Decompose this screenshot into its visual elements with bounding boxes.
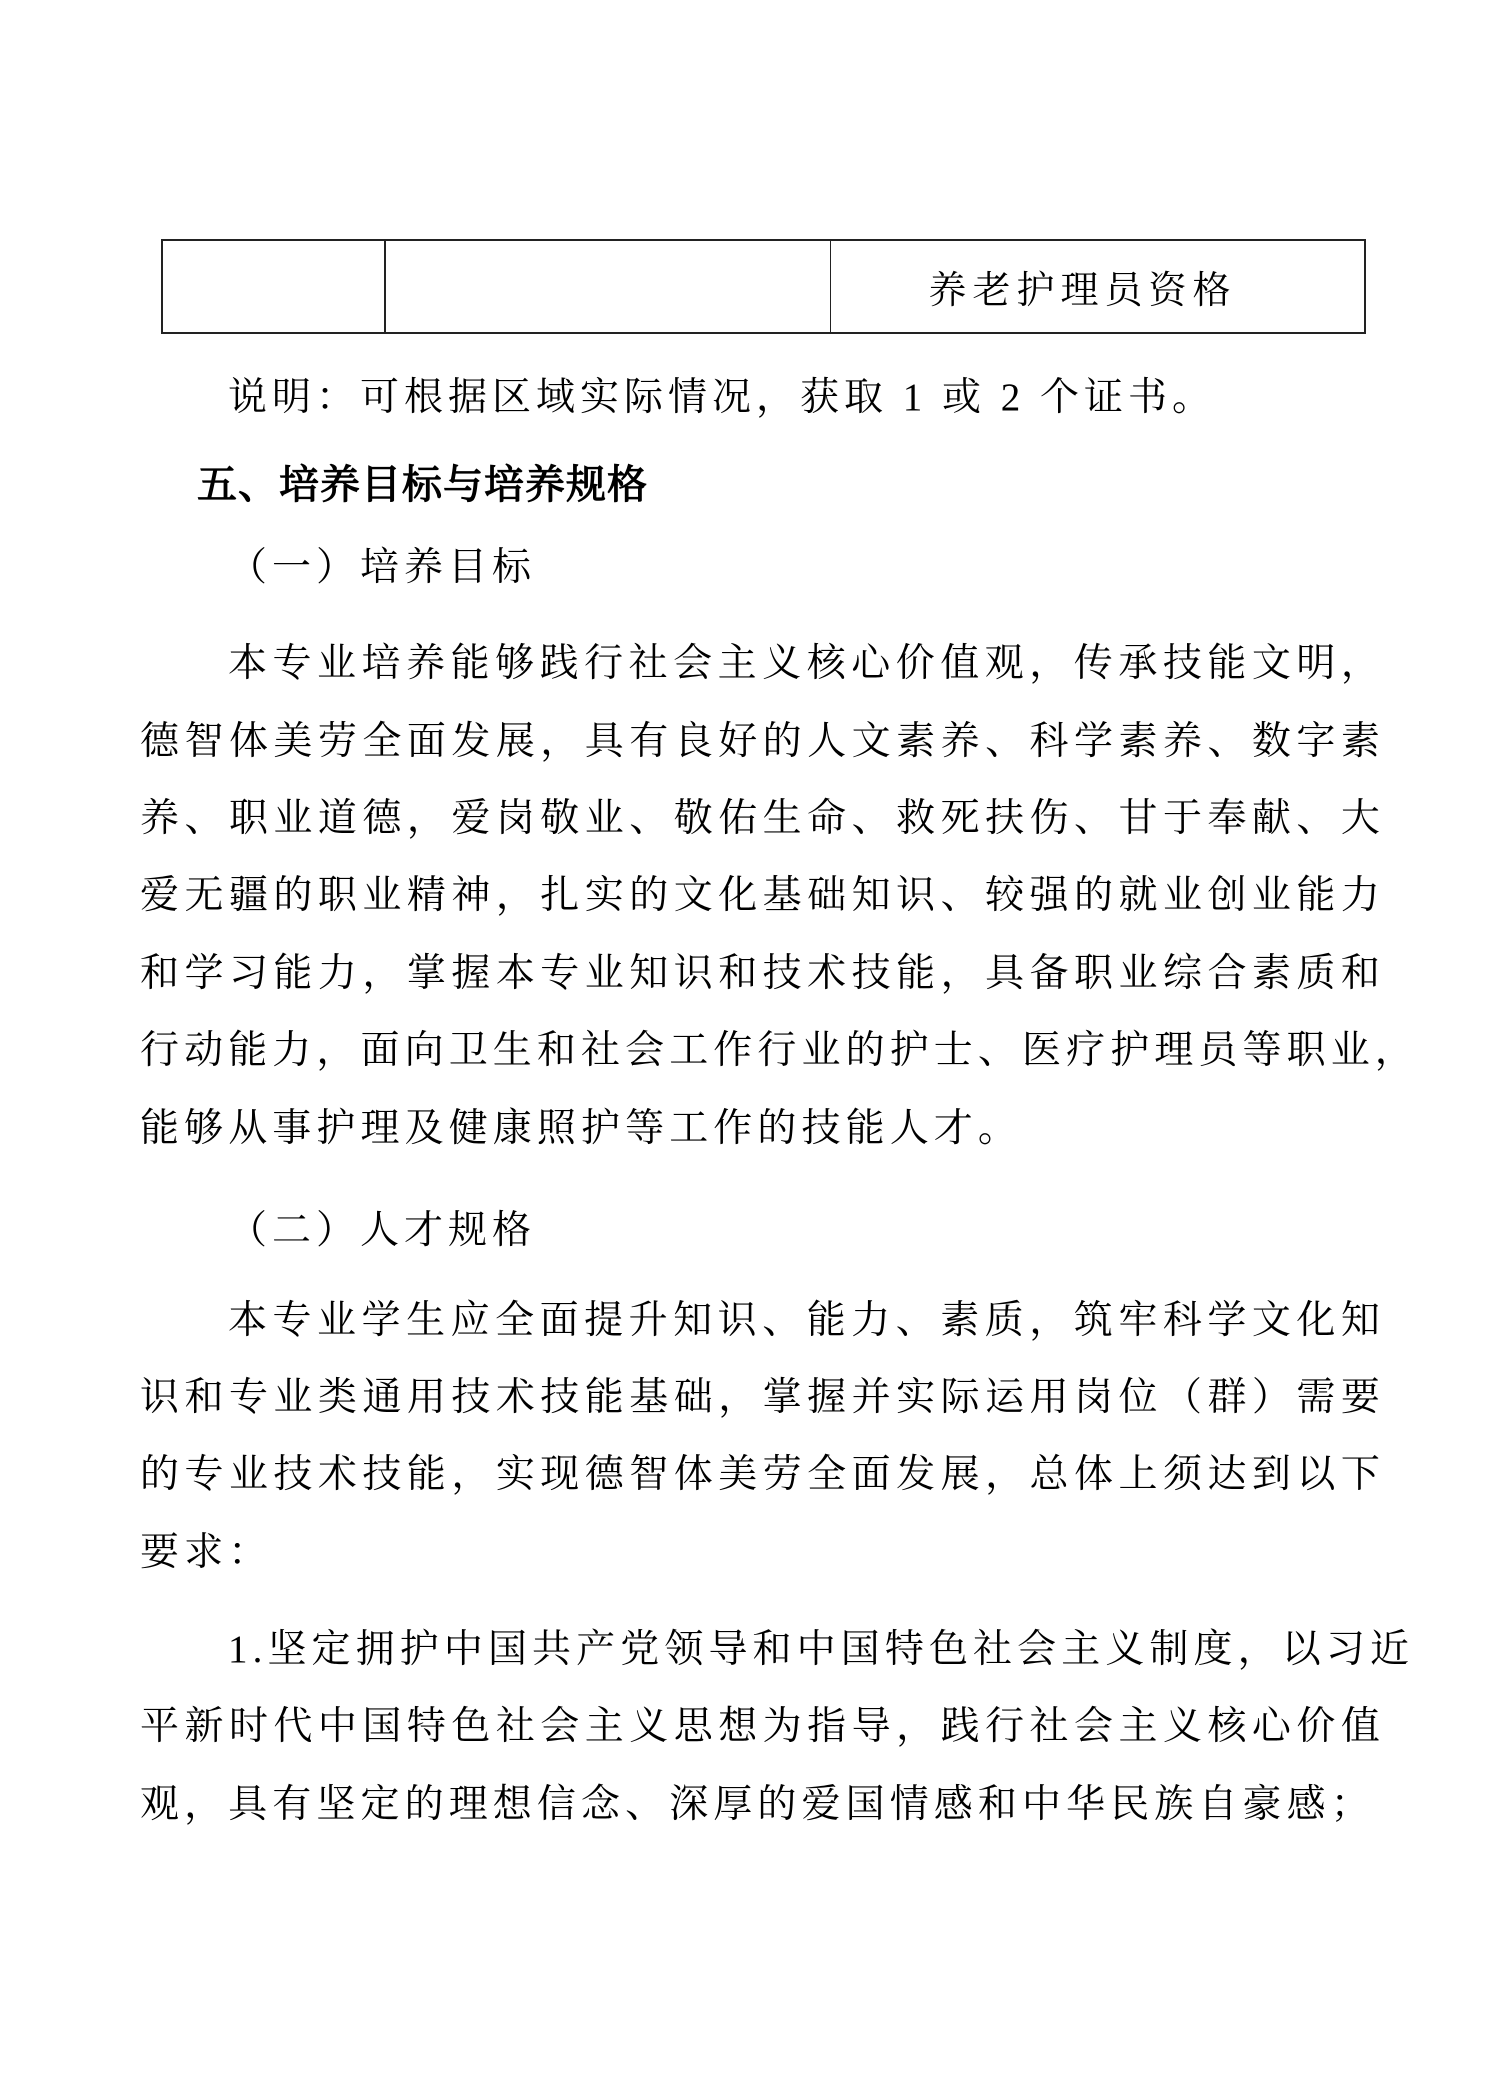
paragraph-line: 平新时代中国特色社会主义思想为指导，践行社会主义核心价值 [140, 1705, 1385, 1748]
paragraph-line: 德智体美劳全面发展，具有良好的人文素养、科学素养、数字素 [140, 720, 1385, 763]
section-heading: 五、培养目标与培养规格 [197, 463, 648, 507]
paragraph-line: 和学习能力，掌握本专业知识和技术技能，具备职业综合素质和 [140, 952, 1385, 995]
table-cell-certificate [831, 241, 1364, 332]
paragraph-line: 识和专业类通用技术技能基础，掌握并实际运用岗位（群）需要 [140, 1376, 1385, 1419]
subsection-title-training-goals: （一）培养目标 [228, 546, 537, 589]
paragraph-line: 观，具有坚定的理想信念、深厚的爱国情感和中华民族自豪感； [140, 1783, 1375, 1826]
paragraph-line: 的专业技术技能，实现德智体美劳全面发展，总体上须达到以下 [140, 1453, 1385, 1496]
paragraph-line: 能够从事护理及健康照护等工作的技能人才。 [140, 1107, 1023, 1150]
paragraph-line: 爱无疆的职业精神，扎实的文化基础知识、较强的就业创业能力 [140, 874, 1385, 917]
paragraph-line: 本专业学生应全面提升知识、能力、素质，筑牢科学文化知 [228, 1299, 1385, 1342]
table-cell-empty-2 [386, 241, 831, 332]
paragraph-line: 养、职业道德，爱岗敬业、敬佑生命、救死扶伤、甘于奉献、大 [140, 797, 1385, 840]
subsection-title-talent-specs: （二）人才规格 [228, 1209, 537, 1252]
paragraph-line: 本专业培养能够践行社会主义核心价值观，传承技能文明， [228, 642, 1385, 685]
table-cell-empty-1 [163, 241, 386, 332]
paragraph-line: 要求： [140, 1531, 273, 1574]
paragraph-line: 行动能力，面向卫生和社会工作行业的护士、医疗护理员等职业， [140, 1029, 1419, 1072]
table-note: 说明：可根据区域实际情况，获取 1 或 2 个证书。 [228, 376, 1217, 419]
paragraph-line: 1.坚定拥护中国共产党领导和中国特色社会主义制度，以习近 [228, 1628, 1415, 1671]
certificate-table [161, 239, 1366, 334]
certificate-name: 养老护理员资格 [928, 270, 1237, 312]
